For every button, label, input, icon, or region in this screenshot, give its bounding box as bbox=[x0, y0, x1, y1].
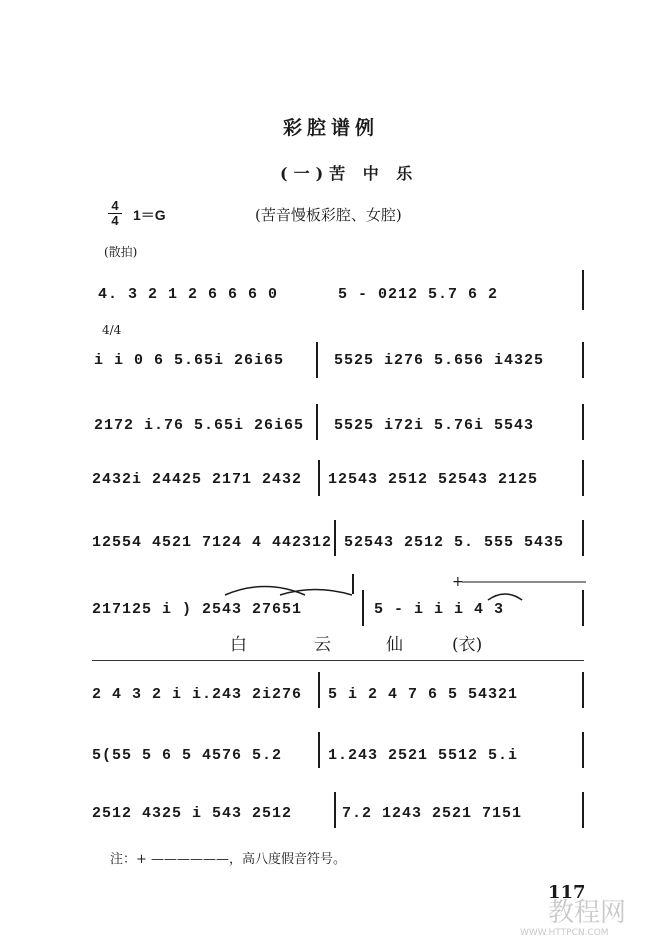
barline bbox=[582, 792, 584, 828]
barline bbox=[334, 792, 336, 828]
barline bbox=[352, 574, 354, 594]
section-divider bbox=[92, 660, 584, 661]
staff-row-3-b: 5525 i72i 5.76i 5543 bbox=[334, 417, 535, 434]
staff-row-3-a: 2172 i.76 5.65i 26i65 bbox=[94, 417, 305, 434]
staff-row-8-a: 5(55 5 6 5 4576 5.2 bbox=[92, 747, 283, 764]
slur-arc bbox=[225, 587, 305, 596]
style-note: (苦音慢板彩腔、女腔) bbox=[255, 206, 402, 224]
staff-row-5-a: 12554 4521 7124 4 442312 bbox=[92, 534, 333, 551]
staff-row-2-b: 5525 i276 5.656 i4325 bbox=[334, 352, 545, 369]
barline bbox=[318, 460, 320, 496]
barline bbox=[316, 342, 318, 378]
barline bbox=[582, 342, 584, 378]
barline bbox=[334, 520, 336, 556]
song-subtitle: (一)苦 中 乐 bbox=[280, 164, 419, 183]
lyric-char: (衣) bbox=[452, 635, 483, 655]
barline bbox=[582, 520, 584, 556]
staff-row-9-b: 7.2 1243 2521 7151 bbox=[342, 805, 523, 822]
barline bbox=[362, 590, 364, 626]
tempo-marking: (散拍) bbox=[104, 245, 138, 259]
time-signature-numerator: 4 bbox=[111, 198, 119, 213]
barline bbox=[316, 404, 318, 440]
time-signature bbox=[108, 200, 122, 227]
page-number: 117 bbox=[548, 882, 586, 903]
lyric-char: 云 bbox=[314, 635, 331, 655]
page-title: 彩腔谱例 bbox=[283, 117, 380, 139]
staff-row-4-a: 2432i 24425 2171 2432 bbox=[92, 471, 303, 488]
barline bbox=[318, 672, 320, 708]
meter-change: 4/4 bbox=[102, 323, 122, 337]
staff-row-1-a: 4. 3 2 1 2 6 6 6 0 bbox=[98, 286, 279, 303]
staff-row-9-a: 2512 4325 i 543 2512 bbox=[92, 805, 293, 822]
barline bbox=[582, 590, 584, 626]
watermark-url: WWW.HTTPCN.COM bbox=[520, 928, 609, 938]
staff-row-2-a: i i 0 6 5.65i 26i65 bbox=[94, 352, 285, 369]
staff-row-7-b: 5 i 2 4 7 6 5 54321 bbox=[328, 686, 519, 703]
footnote: 注：+ ——————，高八度假音符号。 bbox=[110, 852, 347, 867]
time-signature-denominator: 4 bbox=[111, 213, 119, 228]
watermark-logo: 教程网 bbox=[548, 898, 627, 928]
key-signature: 1＝G bbox=[133, 207, 166, 223]
barline bbox=[582, 270, 584, 310]
staff-row-5-b: 52543 2512 5. 555 5435 bbox=[344, 534, 565, 551]
staff-row-8-b: 1.243 2521 5512 5.i bbox=[328, 747, 519, 764]
barline bbox=[582, 404, 584, 440]
barline bbox=[582, 732, 584, 768]
staff-row-6-b: 5 - i i i 4 3 bbox=[374, 601, 505, 618]
octave-plus-icon: + bbox=[452, 574, 464, 590]
staff-row-7-a: 2 4 3 2 i i.243 2i276 bbox=[92, 686, 303, 703]
staff-row-1-b: 5 - 0212 5.7 6 2 bbox=[338, 286, 499, 303]
lyric-char: 白 bbox=[230, 635, 247, 655]
slur-arc bbox=[488, 594, 522, 600]
lyric-char: 仙 bbox=[386, 635, 403, 655]
staff-row-4-b: 12543 2512 52543 2125 bbox=[328, 471, 539, 488]
barline bbox=[318, 732, 320, 768]
barline bbox=[582, 460, 584, 496]
barline bbox=[582, 672, 584, 708]
staff-row-6-a: 217125 i ) 2543 27651 bbox=[92, 601, 303, 618]
